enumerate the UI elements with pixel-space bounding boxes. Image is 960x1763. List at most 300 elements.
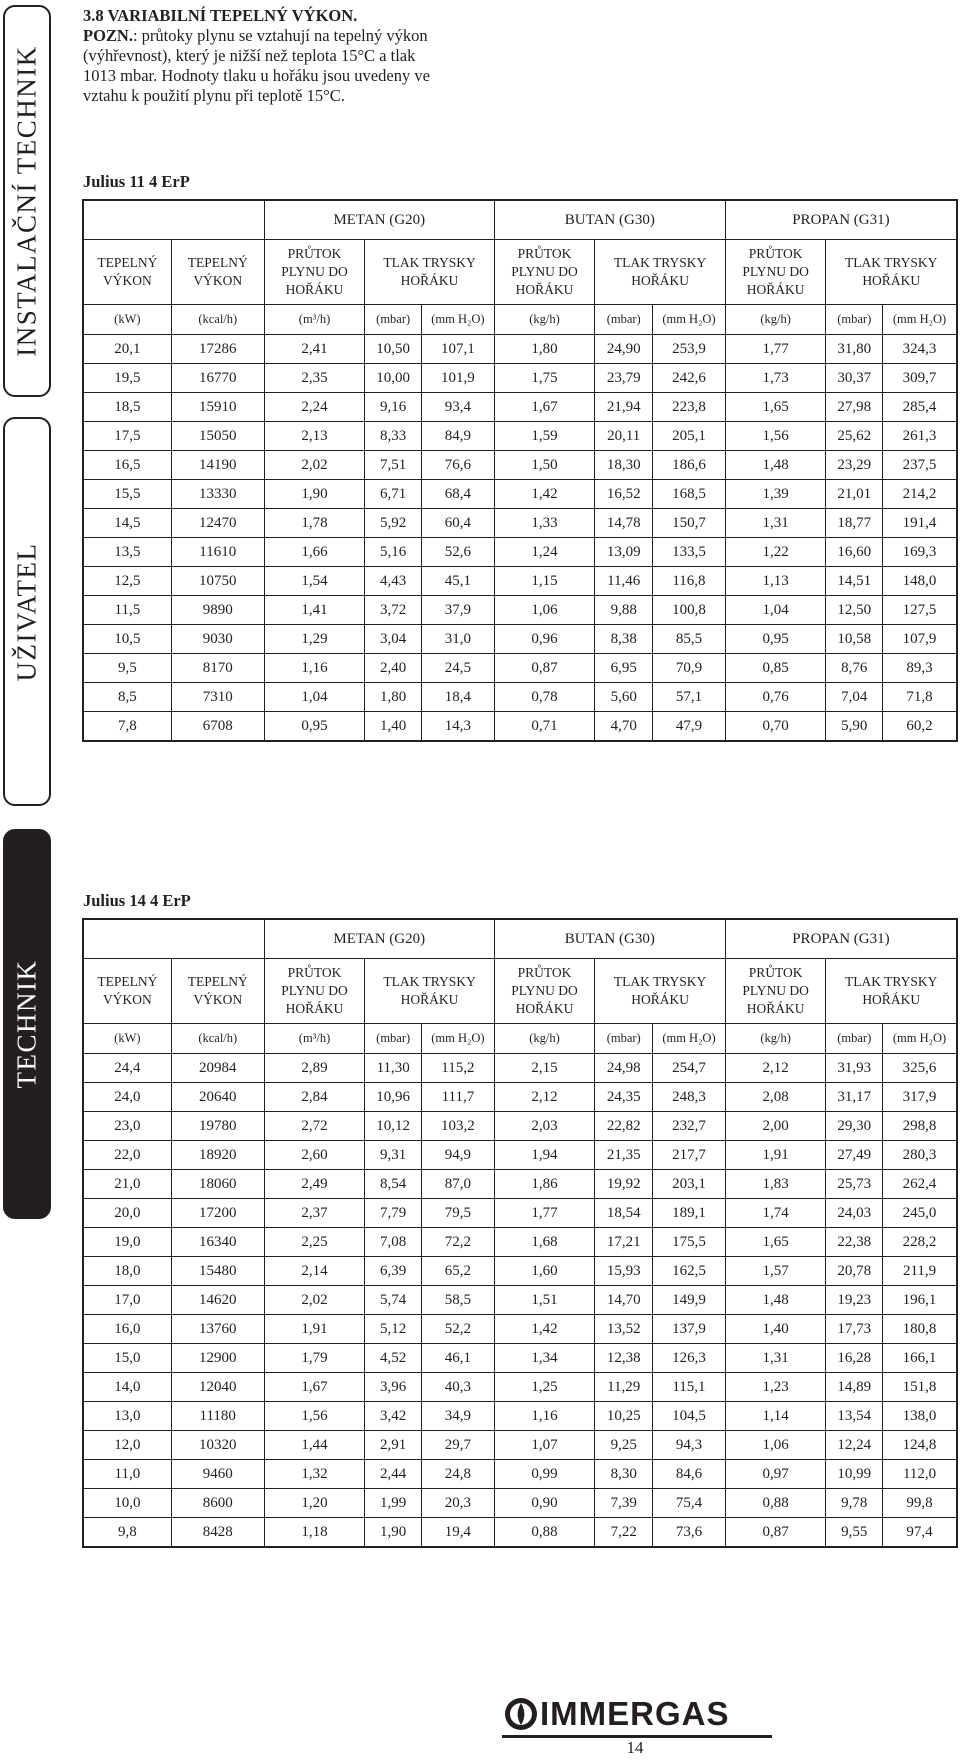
table-cell: 8,30 — [595, 1460, 653, 1489]
table-cell: 1,20 — [264, 1489, 365, 1518]
table-cell: 1,91 — [264, 1315, 365, 1344]
table-row — [84, 1402, 957, 1431]
table-cell: 47,9 — [653, 712, 726, 741]
table-cell: 149,9 — [653, 1286, 726, 1315]
table-cell: 237,5 — [883, 451, 957, 480]
table-cell: 1,54 — [264, 567, 365, 596]
table-cell: 20,78 — [826, 1257, 883, 1286]
table-cell: 22,38 — [826, 1228, 883, 1257]
table-cell: 1,56 — [725, 422, 826, 451]
table-cell: 21,35 — [595, 1141, 653, 1170]
table-cell: 1,18 — [264, 1518, 365, 1547]
table-cell: 2,72 — [264, 1112, 365, 1141]
table-cell: 1,42 — [494, 1315, 595, 1344]
table-cell: 2,13 — [264, 422, 365, 451]
table-cell: 191,4 — [883, 509, 957, 538]
table-cell: 12900 — [171, 1344, 264, 1373]
table-cell: 9,8 — [84, 1518, 172, 1547]
table-cell: 46,1 — [422, 1344, 495, 1373]
table-cell: 25,62 — [826, 422, 883, 451]
table-cell: 99,8 — [883, 1489, 957, 1518]
table-cell: 309,7 — [883, 364, 957, 393]
column-header-output-kcal: TEPELNÝ VÝKON — [171, 240, 264, 305]
table-cell: 217,7 — [653, 1141, 726, 1170]
table-cell: 65,2 — [422, 1257, 495, 1286]
table-cell: 10,25 — [595, 1402, 653, 1431]
table-cell: 13,0 — [84, 1402, 172, 1431]
table-cell: 21,01 — [826, 480, 883, 509]
table-cell: 1,94 — [494, 1141, 595, 1170]
table-cell: 9,5 — [84, 654, 172, 683]
table-cell: 20984 — [171, 1054, 264, 1083]
table-cell: 166,1 — [883, 1344, 957, 1373]
table-cell: 37,9 — [422, 596, 495, 625]
table-cell: 18,0 — [84, 1257, 172, 1286]
table-cell: 1,99 — [365, 1489, 422, 1518]
unit-label: (kcal/h) — [171, 305, 264, 335]
table-cell: 14,51 — [826, 567, 883, 596]
table-cell: 9,88 — [595, 596, 653, 625]
table-row — [84, 1141, 957, 1170]
table-cell: 9890 — [171, 596, 264, 625]
unit-label: (mm H₂O) — [422, 305, 495, 335]
table-cell: 0,71 — [494, 712, 595, 741]
table-cell: 34,9 — [422, 1402, 495, 1431]
table-cell: 107,9 — [883, 625, 957, 654]
table-cell: 29,7 — [422, 1431, 495, 1460]
table-cell: 94,9 — [422, 1141, 495, 1170]
table-cell: 0,95 — [725, 625, 826, 654]
note-label: POZN. — [83, 26, 133, 45]
table-cell: 14,0 — [84, 1373, 172, 1402]
unit-label: (kg/h) — [725, 1024, 826, 1054]
table-cell: 76,6 — [422, 451, 495, 480]
table-cell: 24,03 — [826, 1199, 883, 1228]
table-cell: 186,6 — [653, 451, 726, 480]
table-cell: 57,1 — [653, 683, 726, 712]
side-tab-user-label: UŽIVATEL — [11, 542, 42, 681]
table-cell: 13,52 — [595, 1315, 653, 1344]
table-cell: 2,03 — [494, 1112, 595, 1141]
unit-label: (kg/h) — [725, 305, 826, 335]
table-cell: 18920 — [171, 1141, 264, 1170]
table-cell: 11,30 — [365, 1054, 422, 1083]
table-cell: 1,59 — [494, 422, 595, 451]
table-cell: 23,0 — [84, 1112, 172, 1141]
table-cell: 31,17 — [826, 1083, 883, 1112]
table-cell: 31,0 — [422, 625, 495, 654]
table-cell: 31,80 — [826, 335, 883, 364]
table-cell: 1,80 — [494, 335, 595, 364]
table-row — [84, 1373, 957, 1402]
table-cell: 84,9 — [422, 422, 495, 451]
side-tab-technician[interactable] — [3, 829, 51, 1219]
unit-label: (mm H₂O) — [653, 305, 726, 335]
table-cell: 138,0 — [883, 1402, 957, 1431]
table-cell: 8428 — [171, 1518, 264, 1547]
page-number: 14 — [626, 1738, 644, 1757]
column-header-gas-flow: PRŮTOK PLYNU DO HOŘÁKU — [264, 240, 365, 305]
side-tab-technician-label: TECHNIK — [11, 959, 42, 1089]
unit-label: (kg/h) — [494, 305, 595, 335]
table-cell: 3,96 — [365, 1373, 422, 1402]
table-cell: 14,5 — [84, 509, 172, 538]
side-tab-installer[interactable] — [3, 5, 51, 397]
unit-label: (kg/h) — [494, 1024, 595, 1054]
table-cell: 203,1 — [653, 1170, 726, 1199]
table-cell: 10,0 — [84, 1489, 172, 1518]
table-cell: 19,5 — [84, 364, 172, 393]
table-cell: 11180 — [171, 1402, 264, 1431]
table-cell: 18,54 — [595, 1199, 653, 1228]
table-cell: 2,44 — [365, 1460, 422, 1489]
table-cell: 85,5 — [653, 625, 726, 654]
table-cell: 9,16 — [365, 393, 422, 422]
column-header-output-kcal: TEPELNÝ VÝKON — [171, 959, 264, 1024]
table-cell: 7,39 — [595, 1489, 653, 1518]
table-cell: 24,35 — [595, 1083, 653, 1112]
table-cell: 115,2 — [422, 1054, 495, 1083]
table-cell: 1,32 — [264, 1460, 365, 1489]
column-header-gas-flow: PRŮTOK PLYNU DO HOŘÁKU — [725, 240, 826, 305]
table-cell: 11,29 — [595, 1373, 653, 1402]
brand-wordmark: IMMERGAS — [540, 1695, 730, 1732]
table-cell: 7,04 — [826, 683, 883, 712]
table-row — [84, 422, 957, 451]
table-cell: 2,41 — [264, 335, 365, 364]
table-cell: 111,7 — [422, 1083, 495, 1112]
table-cell: 2,89 — [264, 1054, 365, 1083]
table-cell: 253,9 — [653, 335, 726, 364]
table-cell: 5,12 — [365, 1315, 422, 1344]
table-cell: 0,88 — [494, 1518, 595, 1547]
table-cell: 1,39 — [725, 480, 826, 509]
table-cell: 1,29 — [264, 625, 365, 654]
table-cell: 97,4 — [883, 1518, 957, 1547]
table-cell: 7,79 — [365, 1199, 422, 1228]
table-row — [84, 1518, 957, 1547]
table-cell: 13760 — [171, 1315, 264, 1344]
unit-label: (m³/h) — [264, 305, 365, 335]
table-cell: 0,96 — [494, 625, 595, 654]
table-cell: 1,44 — [264, 1431, 365, 1460]
table-cell: 285,4 — [883, 393, 957, 422]
table-cell: 12,38 — [595, 1344, 653, 1373]
table-cell: 1,33 — [494, 509, 595, 538]
table-cell: 14,3 — [422, 712, 495, 741]
header-blank — [84, 920, 265, 959]
table-cell: 17,0 — [84, 1286, 172, 1315]
unit-label: (mm H₂O) — [653, 1024, 726, 1054]
column-header-nozzle-pressure: TLAK TRYSKY HOŘÁKU — [365, 240, 494, 305]
table-cell: 2,02 — [264, 1286, 365, 1315]
table-cell: 3,42 — [365, 1402, 422, 1431]
table-row — [84, 1489, 957, 1518]
table-row — [84, 480, 957, 509]
table-cell: 21,0 — [84, 1170, 172, 1199]
table-cell: 280,3 — [883, 1141, 957, 1170]
table-cell: 148,0 — [883, 567, 957, 596]
table-cell: 16770 — [171, 364, 264, 393]
table-cell: 19,92 — [595, 1170, 653, 1199]
table-cell: 1,06 — [725, 1431, 826, 1460]
gas-group-header: PROPAN (G31) — [725, 920, 956, 959]
unit-label: (mbar) — [595, 1024, 653, 1054]
table-cell: 10,12 — [365, 1112, 422, 1141]
table-row — [84, 509, 957, 538]
table-cell: 23,29 — [826, 451, 883, 480]
table-cell: 6708 — [171, 712, 264, 741]
table-cell: 14190 — [171, 451, 264, 480]
table-cell: 17,21 — [595, 1228, 653, 1257]
table-cell: 1,25 — [494, 1373, 595, 1402]
table-cell: 22,82 — [595, 1112, 653, 1141]
table-cell: 8,5 — [84, 683, 172, 712]
table-cell: 7,08 — [365, 1228, 422, 1257]
table-cell: 9030 — [171, 625, 264, 654]
table-cell: 73,6 — [653, 1518, 726, 1547]
table-cell: 13,54 — [826, 1402, 883, 1431]
table-cell: 2,14 — [264, 1257, 365, 1286]
unit-label: (kW) — [84, 1024, 172, 1054]
table-cell: 24,0 — [84, 1083, 172, 1112]
table-cell: 23,79 — [595, 364, 653, 393]
table-cell: 21,94 — [595, 393, 653, 422]
unit-label: (mbar) — [595, 305, 653, 335]
table-cell: 0,87 — [725, 1518, 826, 1547]
table-cell: 3,04 — [365, 625, 422, 654]
table-cell: 58,5 — [422, 1286, 495, 1315]
unit-label: (mm H₂O) — [422, 1024, 495, 1054]
column-header-gas-flow: PRŮTOK PLYNU DO HOŘÁKU — [264, 959, 365, 1024]
table-row — [84, 393, 957, 422]
note-text: : průtoky plynu se vztahují na tepelný výkon (výhřevnost), který je nižší než teplota 15°C a tlak 1013 mbar. Hodnoty tlaku u hořáku jsou uvedeny ve vztahu k použití plynu při teplotě 15°C. — [83, 26, 430, 105]
table-cell: 151,8 — [883, 1373, 957, 1402]
table-cell: 15,93 — [595, 1257, 653, 1286]
table-cell: 11610 — [171, 538, 264, 567]
table-cell: 1,83 — [725, 1170, 826, 1199]
table-cell: 24,5 — [422, 654, 495, 683]
table-cell: 325,6 — [883, 1054, 957, 1083]
table-cell: 1,90 — [264, 480, 365, 509]
table-cell: 1,23 — [725, 1373, 826, 1402]
table-row — [84, 1315, 957, 1344]
table-cell: 100,8 — [653, 596, 726, 625]
table-row — [84, 625, 957, 654]
table-cell: 60,2 — [883, 712, 957, 741]
unit-label: (mm H₂O) — [883, 305, 957, 335]
table-cell: 1,65 — [725, 393, 826, 422]
table-cell: 29,30 — [826, 1112, 883, 1141]
table-cell: 20,1 — [84, 335, 172, 364]
table-cell: 1,04 — [264, 683, 365, 712]
table-cell: 1,57 — [725, 1257, 826, 1286]
table-cell: 245,0 — [883, 1199, 957, 1228]
table-title-julius-11: Julius 11 4 ErP — [83, 172, 190, 191]
table-cell: 2,02 — [264, 451, 365, 480]
table-cell: 1,56 — [264, 1402, 365, 1431]
table-row — [84, 1460, 957, 1489]
column-header-nozzle-pressure: TLAK TRYSKY HOŘÁKU — [595, 959, 726, 1024]
table-cell: 52,2 — [422, 1315, 495, 1344]
table-cell: 11,46 — [595, 567, 653, 596]
table-cell: 228,2 — [883, 1228, 957, 1257]
table-cell: 7,51 — [365, 451, 422, 480]
table-cell: 180,8 — [883, 1315, 957, 1344]
table-row — [84, 683, 957, 712]
table-cell: 6,71 — [365, 480, 422, 509]
table-cell: 10,00 — [365, 364, 422, 393]
intro-section — [83, 6, 438, 106]
table-cell: 124,8 — [883, 1431, 957, 1460]
table-cell: 4,70 — [595, 712, 653, 741]
table-cell: 9,25 — [595, 1431, 653, 1460]
table-cell: 12040 — [171, 1373, 264, 1402]
table-cell: 12470 — [171, 509, 264, 538]
table-cell: 242,6 — [653, 364, 726, 393]
table-cell: 2,15 — [494, 1054, 595, 1083]
table-cell: 175,5 — [653, 1228, 726, 1257]
table-cell: 2,25 — [264, 1228, 365, 1257]
table-cell: 214,2 — [883, 480, 957, 509]
table-cell: 2,08 — [725, 1083, 826, 1112]
table-cell: 11,5 — [84, 596, 172, 625]
table-cell: 205,1 — [653, 422, 726, 451]
side-tab-installer-label: INSTALAČNÍ TECHNIK — [11, 45, 42, 357]
column-header-nozzle-pressure: TLAK TRYSKY HOŘÁKU — [365, 959, 494, 1024]
table-cell: 45,1 — [422, 567, 495, 596]
table-cell: 0,70 — [725, 712, 826, 741]
table-cell: 60,4 — [422, 509, 495, 538]
table-cell: 12,24 — [826, 1431, 883, 1460]
table-cell: 1,67 — [494, 393, 595, 422]
table-row — [84, 712, 957, 741]
table-cell: 7,8 — [84, 712, 172, 741]
table-cell: 324,3 — [883, 335, 957, 364]
table-cell: 1,67 — [264, 1373, 365, 1402]
table-julius-14 — [83, 919, 957, 1547]
table-cell: 112,0 — [883, 1460, 957, 1489]
table-cell: 1,06 — [494, 596, 595, 625]
table-row — [84, 1083, 957, 1112]
table-cell: 2,84 — [264, 1083, 365, 1112]
table-cell: 22,0 — [84, 1141, 172, 1170]
table-cell: 84,6 — [653, 1460, 726, 1489]
table-cell: 232,7 — [653, 1112, 726, 1141]
gas-group-header: METAN (G20) — [264, 920, 494, 959]
table-cell: 27,98 — [826, 393, 883, 422]
table-cell: 13,5 — [84, 538, 172, 567]
table-cell: 87,0 — [422, 1170, 495, 1199]
table-cell: 1,77 — [494, 1199, 595, 1228]
unit-label: (m³/h) — [264, 1024, 365, 1054]
table-cell: 254,7 — [653, 1054, 726, 1083]
unit-label: (mbar) — [826, 305, 883, 335]
table-cell: 1,41 — [264, 596, 365, 625]
table-cell: 14,70 — [595, 1286, 653, 1315]
table-row — [84, 1170, 957, 1199]
table-cell: 1,60 — [494, 1257, 595, 1286]
table-cell: 93,4 — [422, 393, 495, 422]
table-cell: 15,5 — [84, 480, 172, 509]
table-cell: 6,39 — [365, 1257, 422, 1286]
table-cell: 103,2 — [422, 1112, 495, 1141]
table-cell: 13,09 — [595, 538, 653, 567]
table-cell: 15480 — [171, 1257, 264, 1286]
table-row — [84, 654, 957, 683]
table-cell: 25,73 — [826, 1170, 883, 1199]
unit-label: (mbar) — [365, 305, 422, 335]
table-cell: 17286 — [171, 335, 264, 364]
table-cell: 137,9 — [653, 1315, 726, 1344]
table-cell: 5,90 — [826, 712, 883, 741]
table-cell: 1,40 — [365, 712, 422, 741]
table-cell: 1,22 — [725, 538, 826, 567]
table-cell: 10,50 — [365, 335, 422, 364]
table-cell: 6,95 — [595, 654, 653, 683]
table-cell: 20640 — [171, 1083, 264, 1112]
table-cell: 1,66 — [264, 538, 365, 567]
table-cell: 15,0 — [84, 1344, 172, 1373]
table-cell: 11,0 — [84, 1460, 172, 1489]
table-cell: 14,78 — [595, 509, 653, 538]
table-cell: 0,85 — [725, 654, 826, 683]
table-cell: 19,0 — [84, 1228, 172, 1257]
table-cell: 211,9 — [883, 1257, 957, 1286]
table-cell: 89,3 — [883, 654, 957, 683]
table-cell: 72,2 — [422, 1228, 495, 1257]
table-row — [84, 451, 957, 480]
table-cell: 19,4 — [422, 1518, 495, 1547]
table-cell: 1,50 — [494, 451, 595, 480]
table-cell: 7,22 — [595, 1518, 653, 1547]
table-cell: 9,31 — [365, 1141, 422, 1170]
table-cell: 8,38 — [595, 625, 653, 654]
table-cell: 196,1 — [883, 1286, 957, 1315]
flame-icon — [502, 1693, 540, 1733]
table-cell: 24,8 — [422, 1460, 495, 1489]
table-cell: 1,48 — [725, 1286, 826, 1315]
table-cell: 2,00 — [725, 1112, 826, 1141]
table-cell: 18,77 — [826, 509, 883, 538]
table-cell: 18,4 — [422, 683, 495, 712]
table-cell: 1,51 — [494, 1286, 595, 1315]
table-cell: 17,5 — [84, 422, 172, 451]
table-cell: 15910 — [171, 393, 264, 422]
table-cell: 8600 — [171, 1489, 264, 1518]
table-cell: 2,60 — [264, 1141, 365, 1170]
table-row — [84, 538, 957, 567]
table-cell: 0,76 — [725, 683, 826, 712]
table-cell: 1,65 — [725, 1228, 826, 1257]
table-row — [84, 1228, 957, 1257]
table-cell: 0,87 — [494, 654, 595, 683]
table-cell: 24,4 — [84, 1054, 172, 1083]
table-cell: 7310 — [171, 683, 264, 712]
table-cell: 1,86 — [494, 1170, 595, 1199]
table-cell: 9460 — [171, 1460, 264, 1489]
note-paragraph — [83, 26, 438, 106]
gas-group-header: BUTAN (G30) — [494, 920, 725, 959]
table-cell: 10,96 — [365, 1083, 422, 1112]
table-cell: 1,77 — [725, 335, 826, 364]
table-cell: 79,5 — [422, 1199, 495, 1228]
table-cell: 16,60 — [826, 538, 883, 567]
table-title-julius-14: Julius 14 4 ErP — [83, 891, 191, 910]
table-cell: 71,8 — [883, 683, 957, 712]
side-tab-user[interactable] — [3, 417, 51, 806]
table-cell: 8,76 — [826, 654, 883, 683]
